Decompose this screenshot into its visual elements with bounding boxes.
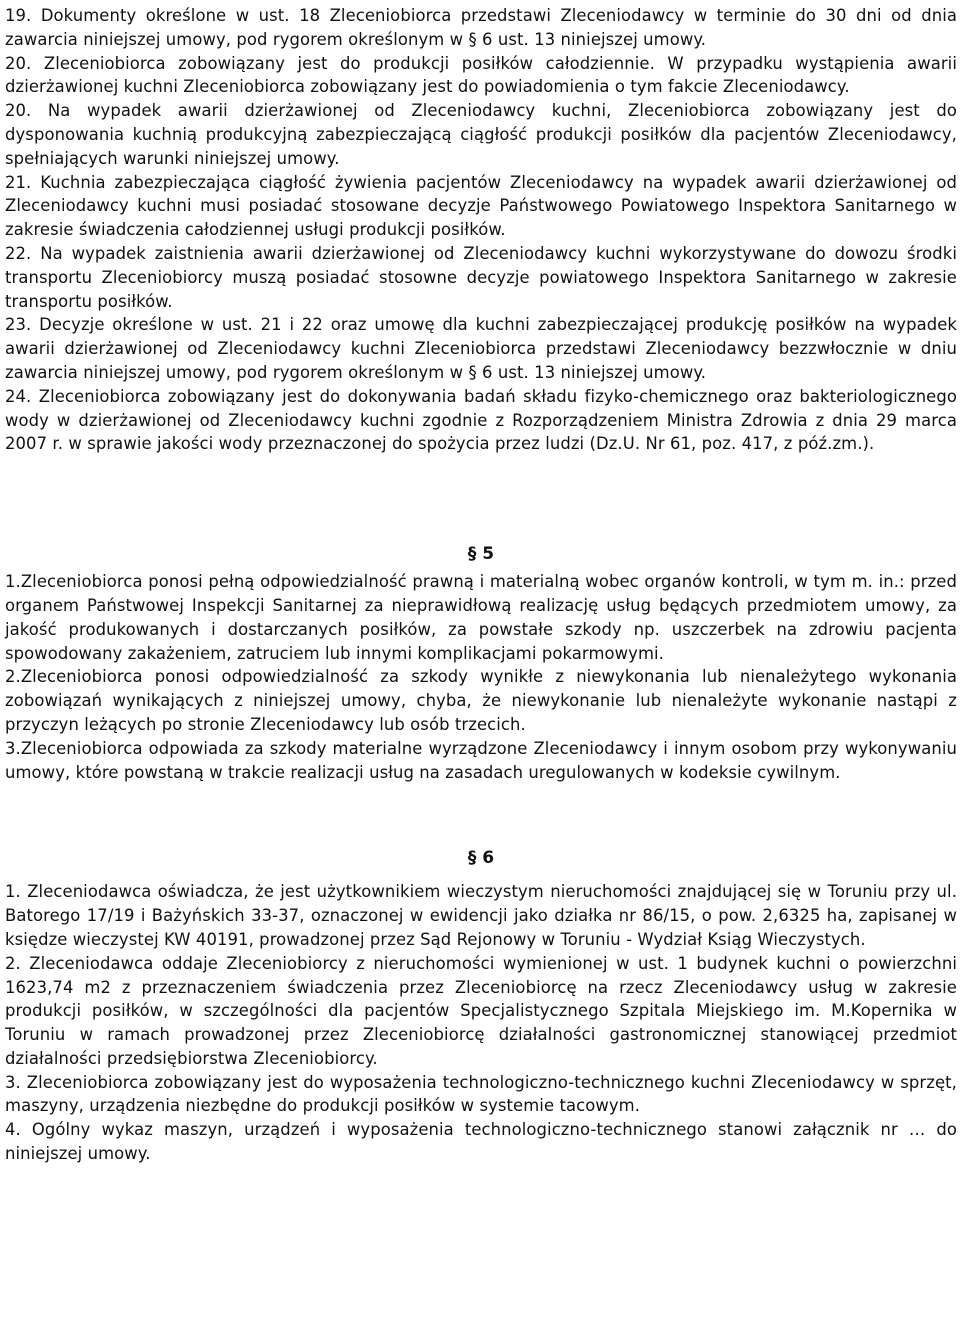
section-6-paragraph-1: 1. Zleceniodawca oświadcza, że jest użytkownikiem wieczystym nieruchomości znajdującej się w Toruniu przy ul. Batorego 17/19 i Bażyńskich 33-37, oznaczonej w ewidencji jako działka nr 86/15, o pow. 2,6325 ha, zapisanej w księdze wieczystej KW 40191, prowadzonej przez Sąd Rejonowy w Toruniu - Wydział Ksiąg Wieczystych. xyxy=(5,882,957,949)
section-5-paragraph-3: 3.Zleceniobiorca odpowiada za szkody materialne wyrządzone Zleceniodawcy i innym osobom przy wykonywaniu umowy, które powstaną w trakcie realizacji usług na zasadach uregulowanych w kodeksie cywilnym. xyxy=(5,738,957,782)
section-6-heading: § 6 xyxy=(467,848,495,869)
paragraph-24: 24. Zleceniobiorca zobowiązany jest do dokonywania badań składu fizyko-chemicznego oraz bakteriologicznego wody w dzierżawionej od Zleceniodawcy kuchni zgodnie z Rozporządzeniem Ministra Zdrowia z dnia 29 marca 2007 r. w sprawie jakości wody przeznaczonej do spożycia przez ludzi (Dz.U. Nr 61, poz. 417, z póź.zm.). xyxy=(5,386,957,454)
section-5-paragraph-2: 2.Zleceniobiorca ponosi odpowiedzialność za szkody wynikłe z niewykonania lub nienależytego wykonania zobowiązań wynikających z niniejszej umowy, chyba, że niewykonanie lub nienależyte wykonanie nastąpi z przyczyn leżących po stronie Zleceniodawcy lub osób trzecich. xyxy=(5,667,957,734)
paragraph-20b: 20. Na wypadek awarii dzierżawionej od Zleceniodawcy kuchni, Zleceniobiorca zobowiązany jest do dysponowania kuchnią produkcyjną zabezpieczającą ciągłość produkcji posiłków dla pacjentów Zleceniodawcy, spełniających warunki niniejszej umowy. xyxy=(5,101,957,168)
section-6-paragraph-4: 4. Ogólny wykaz maszyn, urządzeń i wyposażenia technologiczno-technicznego stanowi załącznik nr … do niniejszej umowy. xyxy=(5,1120,957,1164)
paragraph-21: 21. Kuchnia zabezpieczająca ciągłość żywienia pacjentów Zleceniodawcy na wypadek awarii dzierżawionej od Zleceniodawcy kuchni musi posiadać stosowane decyzje Państwowego Powiatowego Inspektora Sanitarnego w zakresie świadczenia całodziennej usługi produkcji posiłków. xyxy=(5,172,957,240)
section-6-paragraph-2: 2. Zleceniodawca oddaje Zleceniobiorcy z nieruchomości wymienionej w ust. 1 budynek kuchni o powierzchni 1623,74 m2 z przeznaczeniem świadczenia przez Zleceniobiorcę na rzecz Zleceniodawcy usług w zakresie produkcji posiłków, w szczególności dla pacjentów Specjalistycznego Szpitala Miejskiego im. M.Kopernika w Toruniu w ramach prowadzonej przez Zleceniobiorcę działalności gastronomicznej stanowiącej przedmiot działalności przedsiębiorstwa Zleceniobiorcy. xyxy=(5,953,957,1068)
document-body xyxy=(5,4,957,1166)
paragraph-19: 19. Dokumenty określone w ust. 18 Zleceniobiorca przedstawi Zleceniodawcy w terminie do 30 dni od dnia zawarcia niniejszej umowy, pod rygorem określonym w § 6 ust. 13 niniejszej umowy. xyxy=(5,6,957,49)
paragraph-23: 23. Decyzje określone w ust. 21 i 22 oraz umowę dla kuchni zabezpieczającej produkcję posiłków na wypadek awarii dzierżawionej od Zleceniodawcy kuchni Zleceniobiorca przedstawi Zleceniodawcy bezzwłocznie w dniu zawarcia niniejszej umowy, pod rygorem określonym w § 6 ust. 13 niniejszej umowy. xyxy=(5,315,957,382)
section-6-paragraph-3: 3. Zleceniobiorca zobowiązany jest do wyposażenia technologiczno-technicznego kuchni Zleceniodawcy w sprzęt, maszyny, urządzenia niezbędne do produkcji posiłków w systemie tacowym. xyxy=(5,1072,957,1116)
paragraph-22: 22. Na wypadek zaistnienia awarii dzierżawionej od Zleceniodawcy kuchni wykorzystywane do dowozu środki transportu Zleceniobiorcy muszą posiadać stosowne decyzje powiatowego Inspektora Sanitarnego w zakresie transportu posiłków. xyxy=(5,243,957,311)
section-5-heading: § 5 xyxy=(467,544,495,565)
paragraph-20a: 20. Zleceniobiorca zobowiązany jest do produkcji posiłków całodziennie. W przypadku wystąpienia awarii dzierżawionej kuchni Zleceniobiorca zobowiązany jest do powiadomienia o tym fakcie Zleceniodawcy. xyxy=(5,53,957,97)
section-5-paragraph-1: 1.Zleceniobiorca ponosi pełną odpowiedzialność prawną i materialną wobec organów kontroli, w tym m. in.: przed organem Państwowej Inspekcji Sanitarnej za nieprawidłową realizację usług będących przedmiotem umowy, za jakość produkowanych i dostarczanych posiłków, za powstałe szkody np. uszczerbek na zdrowiu pacjenta spowodowany zakażeniem, zatruciem lub innymi komplikacjami pokarmowymi. xyxy=(5,572,957,663)
